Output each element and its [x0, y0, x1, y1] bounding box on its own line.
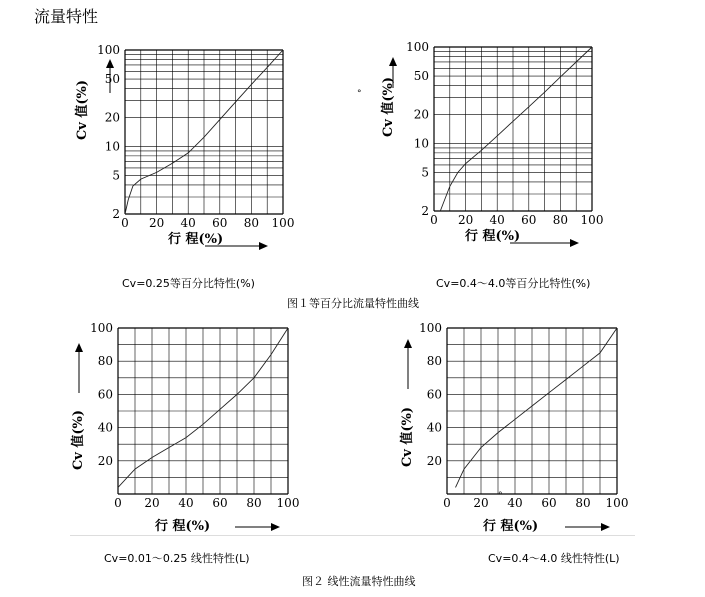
- y-tick-label: 100: [406, 40, 429, 54]
- y-tick-label: 10: [104, 139, 120, 154]
- x-axis-arrowhead: [259, 242, 268, 250]
- x-tick-label: 40: [178, 496, 194, 510]
- y-tick-label: 100: [90, 321, 113, 335]
- chart-1-caption: Cv=0.25等百分比特性(%): [122, 277, 255, 290]
- y-tick-label: 100: [419, 321, 442, 335]
- y-axis-arrowhead: [75, 343, 83, 352]
- chart-1: [74, 43, 294, 250]
- y-axis-arrowhead: [404, 339, 412, 348]
- stray-mark-1: °: [357, 89, 362, 99]
- page-title: 流量特性: [34, 7, 99, 26]
- x-tick-label: 0: [114, 496, 122, 510]
- y-tick-label: 20: [426, 453, 442, 468]
- chart-3: [70, 321, 299, 534]
- y-axis-label: Cv 值(%): [71, 409, 86, 471]
- x-tick-label: 100: [276, 496, 300, 510]
- figure-2-caption: 图２ 线性流量特性曲线: [302, 575, 416, 588]
- x-axis-label: 行 程(%): [155, 519, 211, 534]
- y-tick-label: 40: [97, 420, 113, 435]
- y-tick-label: 20: [97, 453, 113, 468]
- x-axis-label: 行 程(%): [168, 232, 224, 247]
- x-tick-label: 60: [212, 216, 228, 230]
- x-tick-label: 80: [246, 496, 262, 510]
- chart-2-caption: Cv=0.4～4.0等百分比特性(%): [436, 277, 591, 290]
- x-tick-label: 100: [605, 496, 629, 510]
- x-axis-arrowhead: [570, 239, 579, 247]
- x-tick-label: 60: [212, 496, 228, 510]
- series-line: [440, 47, 592, 211]
- y-tick-label: 20: [104, 110, 120, 125]
- x-axis-arrowhead: [601, 523, 610, 531]
- y-axis-arrowhead: [389, 57, 397, 66]
- x-tick-label: 100: [271, 216, 295, 230]
- chart-4-caption: Cv=0.4～4.0 线性特性(L): [488, 552, 620, 565]
- chart-4: [399, 321, 628, 534]
- x-tick-label: 20: [473, 496, 489, 510]
- y-tick-label: 80: [426, 354, 442, 369]
- x-tick-label: 80: [243, 216, 260, 230]
- x-axis-label: 行 程(%): [483, 519, 539, 534]
- y-tick-label: 20: [413, 107, 429, 122]
- x-tick-label: 40: [180, 216, 196, 230]
- x-tick-label: 60: [521, 213, 537, 227]
- y-tick-label: 40: [426, 420, 442, 435]
- y-tick-label: 10: [413, 136, 429, 151]
- chart-2: [380, 40, 603, 247]
- x-tick-label: 60: [541, 496, 557, 510]
- x-tick-label: 0: [443, 496, 451, 510]
- y-axis-label: Cv 值(%): [381, 76, 396, 138]
- y-tick-label: 100: [97, 43, 120, 57]
- y-tick-label: 60: [426, 387, 442, 402]
- x-tick-label: 40: [507, 496, 523, 510]
- x-tick-label: 20: [148, 216, 165, 230]
- x-tick-label: 40: [489, 213, 505, 227]
- stray-mark-2: °: [498, 491, 503, 501]
- y-axis-label: Cv 值(%): [75, 79, 90, 141]
- figure-1-caption: 图１等百分比流量特性曲线: [287, 297, 419, 310]
- y-tick-label: 80: [97, 354, 113, 369]
- section-divider: [70, 535, 635, 536]
- y-tick-label: 50: [413, 69, 429, 84]
- y-axis-arrowhead: [106, 59, 114, 68]
- x-tick-label: 20: [457, 213, 474, 227]
- x-axis-label: 行 程(%): [465, 229, 521, 244]
- x-tick-label: 20: [144, 496, 160, 510]
- series-line: [456, 328, 618, 487]
- x-tick-label: 80: [575, 496, 591, 510]
- y-axis-label: Cv 值(%): [400, 406, 415, 468]
- x-tick-label: 80: [552, 213, 569, 227]
- y-tick-label: 2: [112, 207, 120, 221]
- y-tick-label: 60: [97, 387, 113, 402]
- x-tick-label: 0: [430, 213, 438, 227]
- y-tick-label: 5: [112, 168, 120, 183]
- y-tick-label: 2: [421, 204, 429, 218]
- x-axis-arrowhead: [271, 523, 280, 531]
- chart-3-caption: Cv=0.01～0.25 线性特性(L): [104, 552, 250, 565]
- x-tick-label: 0: [121, 216, 129, 230]
- y-tick-label: 50: [104, 72, 120, 87]
- y-tick-label: 5: [421, 165, 429, 180]
- x-tick-label: 100: [580, 213, 604, 227]
